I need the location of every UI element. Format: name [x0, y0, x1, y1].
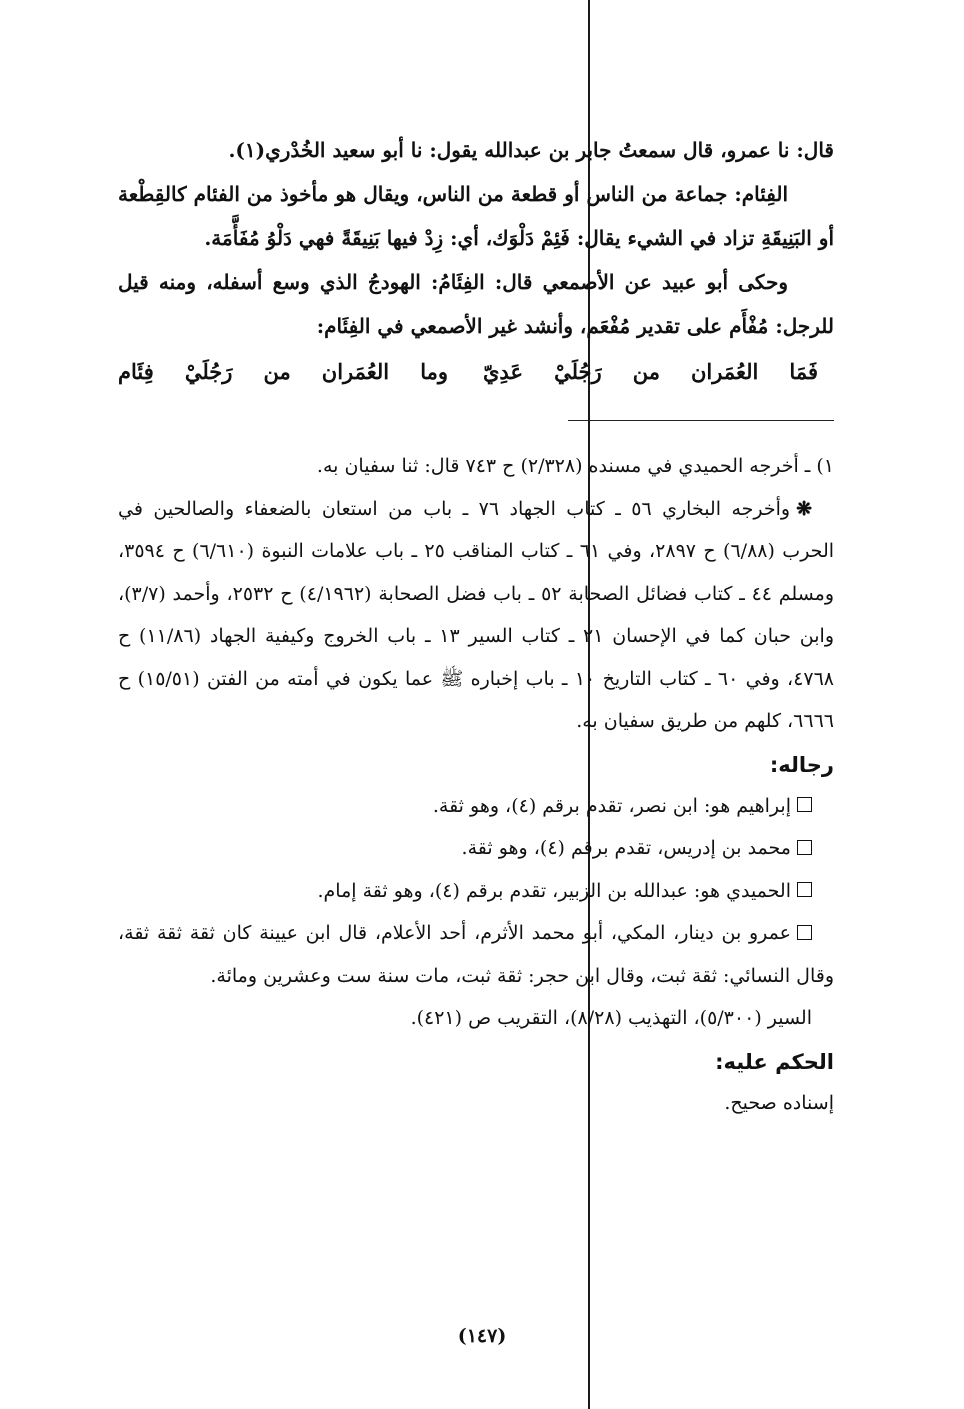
checkbox-square-icon	[797, 925, 812, 940]
narrator-item	[118, 785, 834, 828]
verse-word: فِئَام	[118, 359, 154, 384]
narrator-text: إبراهيم هو: ابن نصر، تقدم برقم (٤)، وهو ثقة.	[432, 794, 791, 817]
verse-word: العُمَران	[691, 359, 759, 384]
verse-first-hemistich	[483, 350, 818, 394]
rijal-heading: رجاله:	[769, 752, 834, 777]
verse-second-hemistich	[118, 350, 448, 394]
checkbox-square-icon	[797, 797, 812, 812]
narrator-item	[118, 827, 834, 870]
page-body	[118, 128, 834, 1124]
star-icon: ❋	[796, 497, 812, 520]
footnote-takhrij	[118, 488, 834, 743]
main-paragraph-1: قال: نا عمرو، قال سمعتُ جابر بن عبدالله يقول: نا أبو سعيد الخُدْري(١).	[228, 138, 834, 162]
hukm-text: إسناده صحيح.	[724, 1091, 834, 1114]
verse-word: وما	[420, 359, 448, 384]
hukm-heading: الحكم عليه:	[715, 1049, 834, 1074]
narrator-item	[118, 912, 834, 997]
page-number: (١٤٧)	[457, 1325, 507, 1347]
verse-word: رَجُلَيْ	[554, 359, 602, 384]
verse-word: فَمَا	[789, 359, 818, 384]
verse-word: من	[263, 359, 291, 384]
checkbox-square-icon	[797, 840, 812, 855]
narrator-text: الحميدي هو: عبدالله بن الزبير، تقدم برقم (٤)، وهو ثقة إمام.	[317, 879, 791, 902]
verse-word: العُمَران	[321, 359, 390, 384]
footnote-1: ١) ـ أخرجه الحميدي في مسنده (٢/٣٢٨) ح ٧٤٣ قال: ثنا سفيان به.	[316, 455, 834, 477]
verse-word: عَدِيّ	[483, 359, 523, 384]
main-paragraph-2: الفِئام: جماعة من الناس أو قطعة من الناس، ويقال هو مأخوذ من الفئام كالقِطْعة أو البَنِيقَةِ تزاد في الشيء يقال: فَئِمْ دَلْوَك، أي: زِدْ فيها بَنِيقَةً فهي دَلْوُ مُفَأَّمَة.	[118, 182, 834, 250]
footnote-separator	[568, 420, 834, 421]
narrator-text: محمد بن إدريس، تقدم برقم (٤)، وهو ثقة.	[461, 837, 791, 859]
takhrij-text: وأخرجه البخاري ٥٦ ـ كتاب الجهاد ٧٦ ـ باب من استعان بالضعفاء والصالحين في الحرب (٦/٨٨) ح ٢٨٩٧، وفي ٦١ ـ كتاب المناقب ٢٥ ـ باب علامات النبوة (٦/٦١٠) ح ٣٥٩٤، ومسلم ٤٤ ـ كتاب فضائل الصحابة ٥٢ ـ باب فضل الصحابة (٤/١٩٦٢) ح ٢٥٣٢، وأحمد (٣/٧)، وابن حبان كما في الإحسان ٢١ ـ كتاب السير ١٣ ـ باب الخروج وكيفية الجهاد (١١/٨٦) ح ٤٧٦٨، وفي ٦٠ ـ كتاب التاريخ ١٠ ـ باب إخباره ﷺ عما يكون في أمته من الفتن (١٥/٥١) ح ٦٦٦٦، كلهم من طريق سفيان به.	[118, 497, 835, 732]
sources-line: السير (٥/٣٠٠)، التهذيب (٨/٢٨)، التقريب ص (٤٢١).	[410, 1007, 812, 1029]
footnotes	[118, 445, 834, 1124]
narrator-text: عمرو بن دينار، المكي، أبو محمد الأثرم، أحد الأعلام، قال ابن عيينة كان ثقة ثقة ثقة، وقال النسائي: ثقة ثبت، وقال ابن حجر: ثقة ثبت، مات سنة ست وعشرين ومائة.	[118, 922, 834, 987]
main-paragraph-3: وحكى أبو عبيد عن الأصمعي قال: الفِئَامُ: الهودجُ الذي وسع أسفله، ومنه قيل للرجل: مُفْأَم على تقدير مُفْعَم، وأنشد غير الأصمعي في الفِئَام:	[118, 270, 834, 338]
verse-word: رَجُلَيْ	[184, 359, 233, 384]
narrator-item	[118, 870, 834, 913]
poetry-verse	[118, 350, 834, 394]
checkbox-square-icon	[797, 882, 812, 897]
main-text	[118, 128, 834, 394]
verse-word: من	[632, 359, 660, 384]
